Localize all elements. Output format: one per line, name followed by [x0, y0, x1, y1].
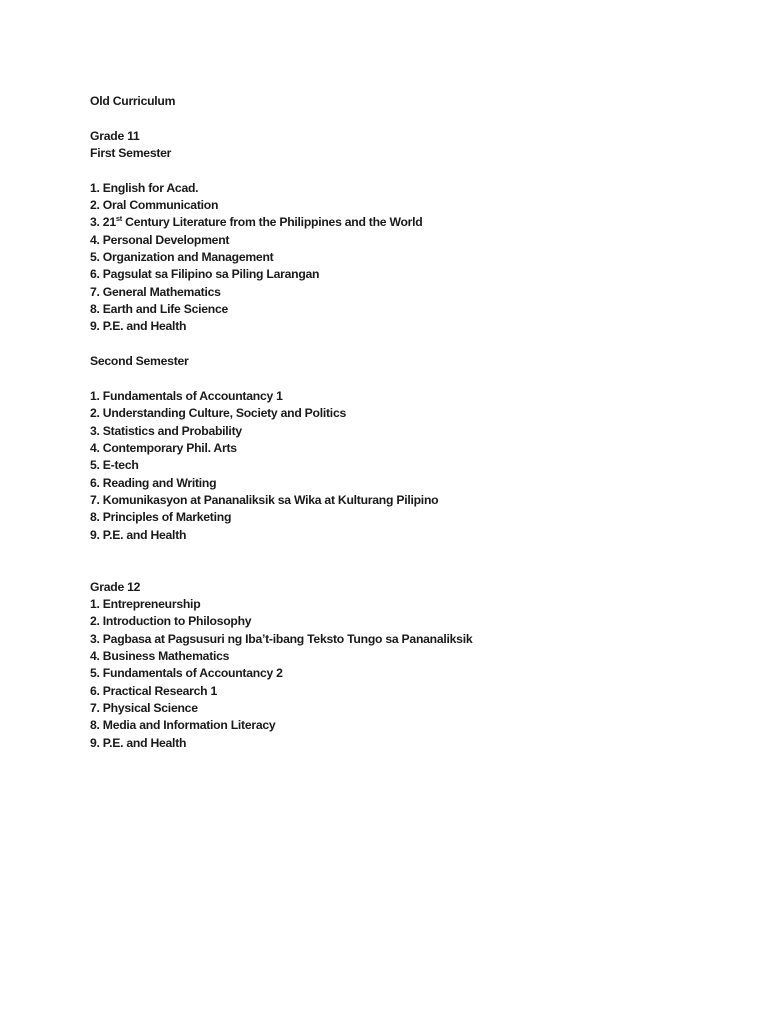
list-item: 6. Practical Research 1: [90, 683, 218, 698]
list-item: 9. P.E. and Health: [90, 735, 187, 750]
list-item: 5. Fundamentals of Accountancy 2: [90, 666, 283, 681]
first-semester-list: [90, 180, 710, 336]
list-item: [90, 214, 710, 231]
list-item: 1. Entrepreneurship: [90, 596, 201, 611]
list-item: 6. Pagsulat sa Filipino sa Piling Larangan: [90, 267, 320, 282]
list-item: 4. Contemporary Phil. Arts: [90, 440, 237, 455]
grade-11-heading: Grade 11: [90, 128, 140, 143]
document-page: [90, 93, 710, 752]
list-item-prefix: 3. 21: [90, 215, 116, 230]
document-title: Old Curriculum: [90, 94, 176, 108]
list-item-rest: Century Literature from the Philippines and the World: [122, 215, 423, 230]
list-item: 4. Personal Development: [90, 232, 230, 247]
list-item: 4. Business Mathematics: [90, 649, 230, 663]
spacer: [90, 544, 710, 579]
list-item: 6. Reading and Writing: [90, 475, 217, 490]
second-semester-heading: Second Semester: [90, 354, 189, 369]
list-item: 8. Earth and Life Science: [90, 302, 229, 317]
list-item: 8. Media and Information Literacy: [90, 718, 276, 733]
list-item: 7. Physical Science: [90, 701, 198, 716]
list-item: 3. Pagbasa at Pagsusuri ng Iba’t-ibang Teksto Tungo sa Pananaliksik: [90, 631, 473, 646]
list-item: 5. E-tech: [90, 458, 139, 473]
list-item: 5. Organization and Management: [90, 250, 274, 265]
spacer: [90, 162, 710, 179]
list-item: 2. Understanding Culture, Society and Politics: [90, 406, 346, 421]
list-item: 7. General Mathematics: [90, 284, 221, 299]
grade-12-heading: Grade 12: [90, 579, 141, 594]
list-item: 3. Statistics and Probability: [90, 423, 242, 438]
list-item: 8. Principles of Marketing: [90, 510, 232, 525]
spacer: [90, 336, 710, 353]
grade-12-list: [90, 596, 710, 752]
first-semester-heading: First Semester: [90, 146, 172, 161]
list-item: 1. English for Acad.: [90, 180, 199, 195]
list-item: 1. Fundamentals of Accountancy 1: [90, 388, 283, 403]
second-semester-list: [90, 388, 710, 544]
list-item: 9. P.E. and Health: [90, 527, 187, 542]
spacer: [90, 371, 710, 388]
spacer: [90, 110, 710, 127]
list-item: 2. Introduction to Philosophy: [90, 614, 252, 629]
list-item: 7. Komunikasyon at Pananaliksik sa Wika at Kulturang Pilipino: [90, 492, 439, 507]
list-item: 2. Oral Communication: [90, 198, 219, 213]
list-item: 9. P.E. and Health: [90, 319, 187, 334]
ordinal-superscript: st: [115, 214, 123, 224]
